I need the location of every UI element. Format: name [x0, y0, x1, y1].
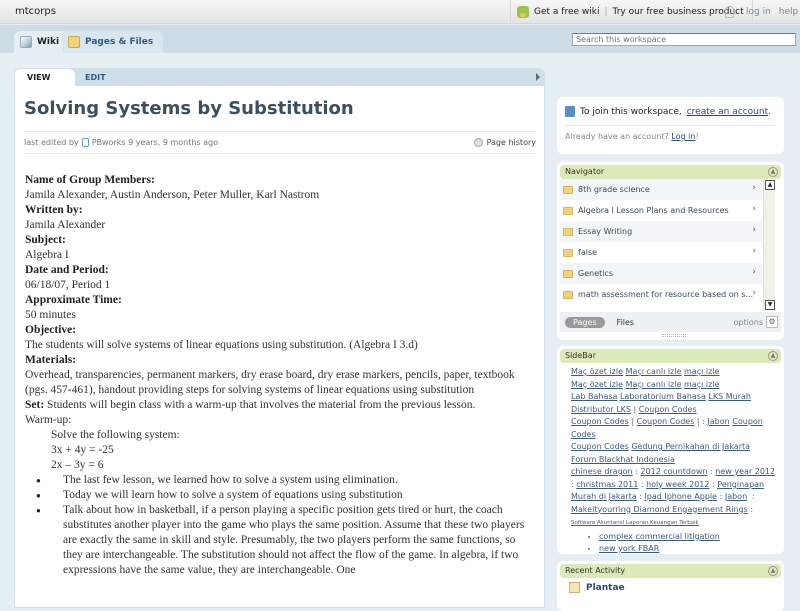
sidebar-link[interactable]: Coupon Codes: [638, 404, 697, 414]
sidebar-link[interactable]: complex commercial litigation: [599, 531, 720, 541]
sidebar-link[interactable]: new york FBAR: [599, 544, 660, 553]
page-meta: [24, 131, 536, 154]
written-heading: Written by:: [25, 204, 83, 216]
equation-2: 2x – 3y = 6: [51, 459, 104, 471]
warmup-instruction: Solve the following system:: [51, 429, 180, 441]
list-item: ● Today we will learn how to solve a system of equations using substitution: [25, 488, 530, 503]
chevron-right-icon[interactable]: ›: [752, 204, 756, 214]
chevron-right-icon[interactable]: ›: [752, 267, 756, 277]
edit-page-icon: [569, 582, 580, 593]
user-icon: [725, 6, 734, 18]
tab-wiki[interactable]: [14, 31, 69, 53]
time-heading: Approximate Time:: [25, 294, 122, 306]
folder-icon: [563, 228, 573, 236]
last-edited-label: last edited by: [24, 138, 79, 147]
top-bar: [0, 0, 800, 24]
folder-icon: [563, 249, 573, 257]
tab-edit[interactable]: EDIT: [85, 73, 106, 82]
subject-text: Algebra I: [25, 249, 69, 261]
sidebar-link[interactable]: Coupon Codes: [636, 417, 695, 426]
scroll-down-icon[interactable]: ▼: [765, 300, 775, 310]
resize-grip[interactable]: [662, 334, 686, 337]
folder-icon: [563, 207, 573, 215]
tab-pages-files-label: Pages & Files: [85, 37, 154, 47]
set-heading: Set:: [25, 399, 45, 411]
sidebar-link[interactable]: Makeityourring Diamond Engagement Rings: [571, 504, 748, 514]
time-text: 50 minutes: [25, 309, 76, 321]
objective-heading: Objective:: [25, 324, 77, 336]
set-text: Students will begin class with a warm-up that involves the material from the previous lesson.: [44, 399, 476, 411]
sidebar-link[interactable]: Maçı canlı izle: [625, 379, 682, 389]
lesson-bullets: [25, 473, 530, 578]
sidebar-link[interactable]: christmas 2011: [576, 479, 639, 489]
sidebar-title: SideBar: [565, 351, 596, 360]
options-label[interactable]: options: [733, 317, 763, 327]
view-edit-tabs: [15, 69, 544, 86]
sidebar-bullets: [571, 531, 776, 555]
join-flag-icon: [565, 106, 575, 117]
login-bang: !: [695, 132, 699, 141]
warmup-label: Warm-up:: [25, 414, 72, 426]
divider: [565, 125, 775, 126]
navigator-header: [560, 165, 781, 179]
join-workspace-box: [557, 97, 784, 154]
frog-logo-icon: [517, 6, 529, 18]
navigator-item-label: false: [578, 248, 598, 257]
navigator-item-label: 8th grade science: [578, 185, 650, 194]
navigator-item[interactable]: [560, 284, 762, 305]
equation-1: 3x + 4y = -25: [51, 444, 114, 456]
chevron-right-icon[interactable]: ›: [752, 225, 756, 235]
recent-activity-header: [560, 564, 781, 578]
sidebar-link[interactable]: LKS Murah: [708, 392, 751, 401]
navigator-panel: [557, 162, 784, 340]
sidebar-header: [560, 349, 781, 363]
sidebar-link[interactable]: Forum Blackhat Indonesia: [571, 454, 675, 464]
expand-arrow-icon[interactable]: [536, 73, 540, 81]
history-icon: [474, 138, 483, 147]
chevron-right-icon[interactable]: ›: [752, 288, 756, 298]
recent-activity-title: Recent Activity: [565, 566, 626, 575]
user-lock-icon: [82, 138, 89, 147]
recent-page-link[interactable]: Plantae: [586, 582, 625, 593]
navigator-tab-pages[interactable]: Pages: [565, 317, 605, 328]
folder-icon: [563, 270, 573, 278]
already-account-line: [565, 132, 699, 141]
navigator-footer: [560, 312, 781, 332]
sidebar-link[interactable]: chinese dragon: [571, 467, 633, 476]
sidebar-link[interactable]: maçı izle: [684, 379, 720, 389]
navigator-scrollbar[interactable]: [763, 179, 775, 311]
date-text: 06/18/07, Period 1: [25, 279, 111, 291]
login-account-link[interactable]: Log in: [671, 132, 696, 141]
already-account-text: Already have an account?: [565, 132, 669, 141]
page-history-label: Page history: [486, 138, 536, 147]
sidebar-link[interactable]: Penginapan Murah di Jakarta: [571, 479, 765, 501]
scroll-up-icon[interactable]: ▲: [765, 180, 775, 190]
list-item: ● Talk about how in basketball, if a person playing a specific position gets tired or hurt, the coach substitutes another player into the game who plays the same position. Assume that these two players are exactly the same in skill and style. Presumably, the two players perform the same functions, so they are interchangeable. The substitution should not affect the flow of the game. In algebra, if two expressions have the same value, they are interchangeable. One: [25, 503, 530, 578]
navigator-item-label: Algebra I Lesson Plans and Resources: [578, 206, 729, 215]
workspace-name[interactable]: mtcorps: [15, 6, 56, 17]
promo-bar: [510, 0, 753, 24]
navigator-title: Navigator: [565, 167, 605, 176]
sidebar-link[interactable]: Maçı canlı izle: [625, 367, 682, 376]
navigator-tab-files[interactable]: Files: [616, 317, 635, 327]
join-line: [565, 106, 771, 117]
navigator-item[interactable]: [560, 200, 762, 221]
navigator-item[interactable]: [560, 263, 762, 284]
user-links: [725, 0, 798, 24]
sidebar-link[interactable]: maçı izle: [684, 367, 720, 376]
collapse-icon[interactable]: ▲: [768, 167, 778, 177]
sidebar-link[interactable]: Jabon: [724, 492, 748, 501]
tab-view[interactable]: VIEW: [15, 69, 75, 86]
page-content: [25, 173, 530, 578]
promo-separator: |: [604, 7, 608, 17]
sidebar-link[interactable]: Jabon: [707, 417, 730, 426]
members-heading: Name of Group Members:: [25, 174, 155, 186]
set-paragraph: [25, 398, 530, 413]
help-link[interactable]: help: [778, 7, 799, 17]
last-edited-time: 9 years, 9 months ago: [128, 138, 218, 147]
sidebar-link[interactable]: holy week 2012: [646, 479, 710, 489]
written-text: Jamila Alexander: [25, 219, 106, 231]
date-heading: Date and Period:: [25, 264, 109, 276]
navigator-list: [560, 179, 762, 305]
sidebar-link[interactable]: 2012 countdown: [640, 467, 708, 476]
folder-icon: [563, 291, 573, 299]
create-account-link[interactable]: create an account: [686, 106, 769, 117]
wiki-icon: [20, 36, 32, 48]
collapse-icon[interactable]: ▲: [768, 351, 778, 361]
sidebar-link[interactable]: Coupon Codes: [571, 417, 629, 426]
sidebar-link[interactable]: new year 2012: [715, 467, 776, 476]
sidebar-link[interactable]: Lab Bahasa: [571, 392, 618, 401]
folder-icon: [563, 186, 573, 194]
members-text: Jamila Alexander, Austin Anderson, Peter Muller, Karl Nastrom: [25, 189, 320, 201]
sidebar-link[interactable]: Distributor LKS: [571, 404, 631, 414]
sidebar-link[interactable]: Laboratorium Bahasa: [619, 392, 706, 401]
chevron-right-icon[interactable]: ›: [752, 183, 756, 193]
recent-activity-panel: [557, 561, 784, 611]
sidebar-link[interactable]: Software Akuntansi Laporan Keuangan Terbaik: [571, 520, 699, 526]
tab-pages-files[interactable]: [62, 31, 163, 53]
get-free-wiki-link[interactable]: Get a free wiki: [534, 7, 600, 17]
navigator-item-label: Genetics: [578, 269, 614, 278]
navigator-item[interactable]: [560, 179, 762, 200]
last-edited-user[interactable]: PBworks: [91, 138, 126, 147]
collapse-icon[interactable]: ▲: [768, 566, 778, 576]
materials-heading: Materials:: [25, 354, 77, 366]
gear-icon[interactable]: ⚙: [766, 316, 778, 328]
page-history-link[interactable]: [474, 138, 536, 147]
materials-text: Overhead, transparencies, permanent markers, dry erase board, dry erase markers, pencils, paper, textbook (pgs. 457-461), handout providing steps for solving systems of linear equations using substitution: [25, 369, 515, 396]
recent-activity-item: [569, 582, 625, 593]
sidebar-link[interactable]: Coupon Codes: [571, 442, 629, 451]
join-text: To join this workspace,: [580, 106, 682, 117]
objective-text: The students will solve systems of linear equations using substitution. (Algebra I 3.d): [25, 339, 418, 351]
page-title: Solving Systems by Substitution: [24, 98, 354, 119]
subject-heading: Subject:: [25, 234, 66, 246]
sidebar-links: Maç özet izle Maçı canlı izle maçı izle Maç özet izle Maçı canlı izle maçı izle Lab Bahasa Laboratorium Bahasa LKS Murah Distributor LKS | Coupon Codes Coupon Codes | Coupon Codes | : Jabon Coupon Codes Coupon Codes Gedung Pernikahan di Jakarta Forum Blackhat Indonesia chinese dragon : 2012 countdown : new year 2012 : christmas 2011 : holy week 2012 : Penginapan Murah di Jakarta : Ipad Iphone Apple : Jabon : Makeityourring Diamond Engagement Rings : Software Akuntansi Laporan Keuangan Terbaik • complex commercial litigation • new york FBAR: [571, 366, 776, 554]
navigator-item[interactable]: [560, 221, 762, 242]
navigator-item[interactable]: [560, 242, 762, 263]
join-period: .: [768, 106, 771, 117]
page-panel: [14, 68, 545, 608]
sidebar-link[interactable]: Gedung Pernikahan di Jakarta: [631, 442, 751, 451]
login-link[interactable]: log in: [746, 7, 771, 17]
business-product-link[interactable]: Try our free business product: [612, 7, 744, 17]
navigator-item-label: math assessment for resource based on s...: [578, 290, 754, 299]
navigator-item-label: Essay Writing: [578, 227, 633, 236]
list-item: ● The last few lesson, we learned how to solve a system using elimination.: [25, 473, 530, 488]
sidebar-panel: [557, 346, 784, 554]
sidebar-link[interactable]: Maç özet izle: [571, 379, 624, 389]
sidebar-link[interactable]: Maç özet izle: [571, 367, 624, 376]
sidebar-link[interactable]: Ipad Iphone Apple: [644, 492, 718, 501]
pages-files-icon: [68, 36, 80, 48]
chevron-right-icon[interactable]: ›: [752, 246, 756, 256]
tab-wiki-label: Wiki: [37, 37, 60, 47]
search-input[interactable]: [572, 33, 796, 46]
sidebar-link[interactable]: Coupon Codes: [571, 417, 763, 439]
